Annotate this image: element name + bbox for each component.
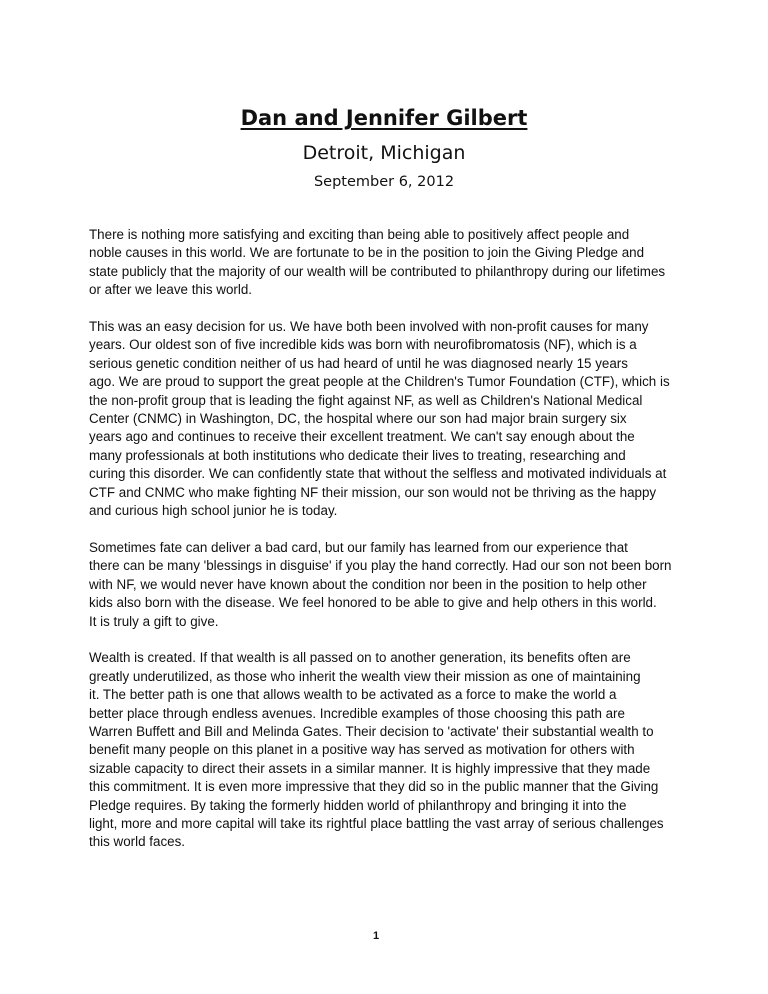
text-line: and curious high school junior he is today. <box>89 503 338 519</box>
text-line: state publicly that the majority of our wealth will be contributed to philanthropy during our lifetimes <box>89 263 666 279</box>
text-line: years ago and continues to receive their excellent treatment. We can't say enough about the <box>89 429 635 445</box>
text-line: the non-profit group that is leading the fight against NF, as well as Children's National Medical <box>89 392 643 408</box>
text-line: Center (CNMC) in Washington, DC, the hospital where our son had major brain surgery six <box>89 411 627 427</box>
letter-location: Detroit, Michigan <box>302 142 466 164</box>
text-line: kids also born with the disease. We feel honored to be able to give and help others in this world. <box>89 595 657 611</box>
text-line: this commitment. It is even more impressive that they did so in the public manner that the Giving <box>89 779 659 795</box>
text-line: greatly underutilized, as those who inherit the wealth view their mission as one of maintaining <box>89 668 641 684</box>
text-line: serious genetic condition neither of us had heard of until he was diagnosed nearly 15 years <box>89 355 628 371</box>
text-line: Pledge requires. By taking the formerly hidden world of philanthropy and bringing it into the <box>89 797 627 813</box>
text-line: benefit many people on this planet in a positive way has served as motivation for others with <box>89 742 635 758</box>
text-line: there can be many 'blessings in disguise' if you play the hand correctly. Had our son not been born <box>89 558 672 574</box>
text-line: with NF, we would never have known about the condition nor been in the position to help other <box>89 576 647 592</box>
text-line: better place through endless avenues. Incredible examples of those choosing this path are <box>89 705 625 721</box>
text-line: light, more and more capital will take its rightful place battling the vast array of serious challenges <box>89 815 664 831</box>
paragraph-1 <box>89 226 701 300</box>
text-line: ago. We are proud to support the great people at the Children's Tumor Foundation (CTF), which is <box>89 374 670 390</box>
text-line: this world faces. <box>89 834 186 850</box>
paragraph-4 <box>89 649 701 851</box>
text-line: sizable capacity to direct their assets in a similar manner. It is highly impressive that they made <box>89 760 651 776</box>
paragraph-2 <box>89 318 701 520</box>
letter-date: September 6, 2012 <box>313 174 455 190</box>
text-line: Sometimes fate can deliver a bad card, but our family has learned from our experience that <box>89 539 628 555</box>
paragraph-3 <box>89 539 701 631</box>
text-line: years. Our oldest son of five incredible kids was born with neurofibromatosis (NF), which is a <box>89 337 637 353</box>
text-line: many professionals at both institutions who dedicate their lives to treating, researching and <box>89 447 626 463</box>
text-line: curing this disorder. We can confidently state that without the selfless and motivated individuals at <box>89 466 667 482</box>
text-line: or after we leave this world. <box>89 282 252 298</box>
text-line: it. The better path is one that allows wealth to be activated as a force to make the world a <box>89 687 617 703</box>
text-line: This was an easy decision for us. We have both been involved with non-profit causes for many <box>89 319 649 335</box>
page-number: 1 <box>372 930 380 942</box>
text-line: Wealth is created. If that wealth is all passed on to another generation, its benefits often are <box>89 650 631 666</box>
text-line: noble causes in this world. We are fortunate to be in the position to join the Giving Pledge and <box>89 245 645 261</box>
text-line: Warren Buffett and Bill and Melinda Gates. Their decision to 'activate' their substantial wealth to <box>89 723 654 739</box>
text-line: There is nothing more satisfying and exciting than being able to positively affect people and <box>89 227 630 242</box>
text-line: CTF and CNMC who make fighting NF their mission, our son would not be thriving as the happy <box>89 484 657 500</box>
letter-title: Dan and Jennifer Gilbert <box>240 106 528 130</box>
letter-header <box>0 101 768 194</box>
letter-body <box>89 226 701 870</box>
text-line: It is truly a gift to give. <box>89 613 219 629</box>
